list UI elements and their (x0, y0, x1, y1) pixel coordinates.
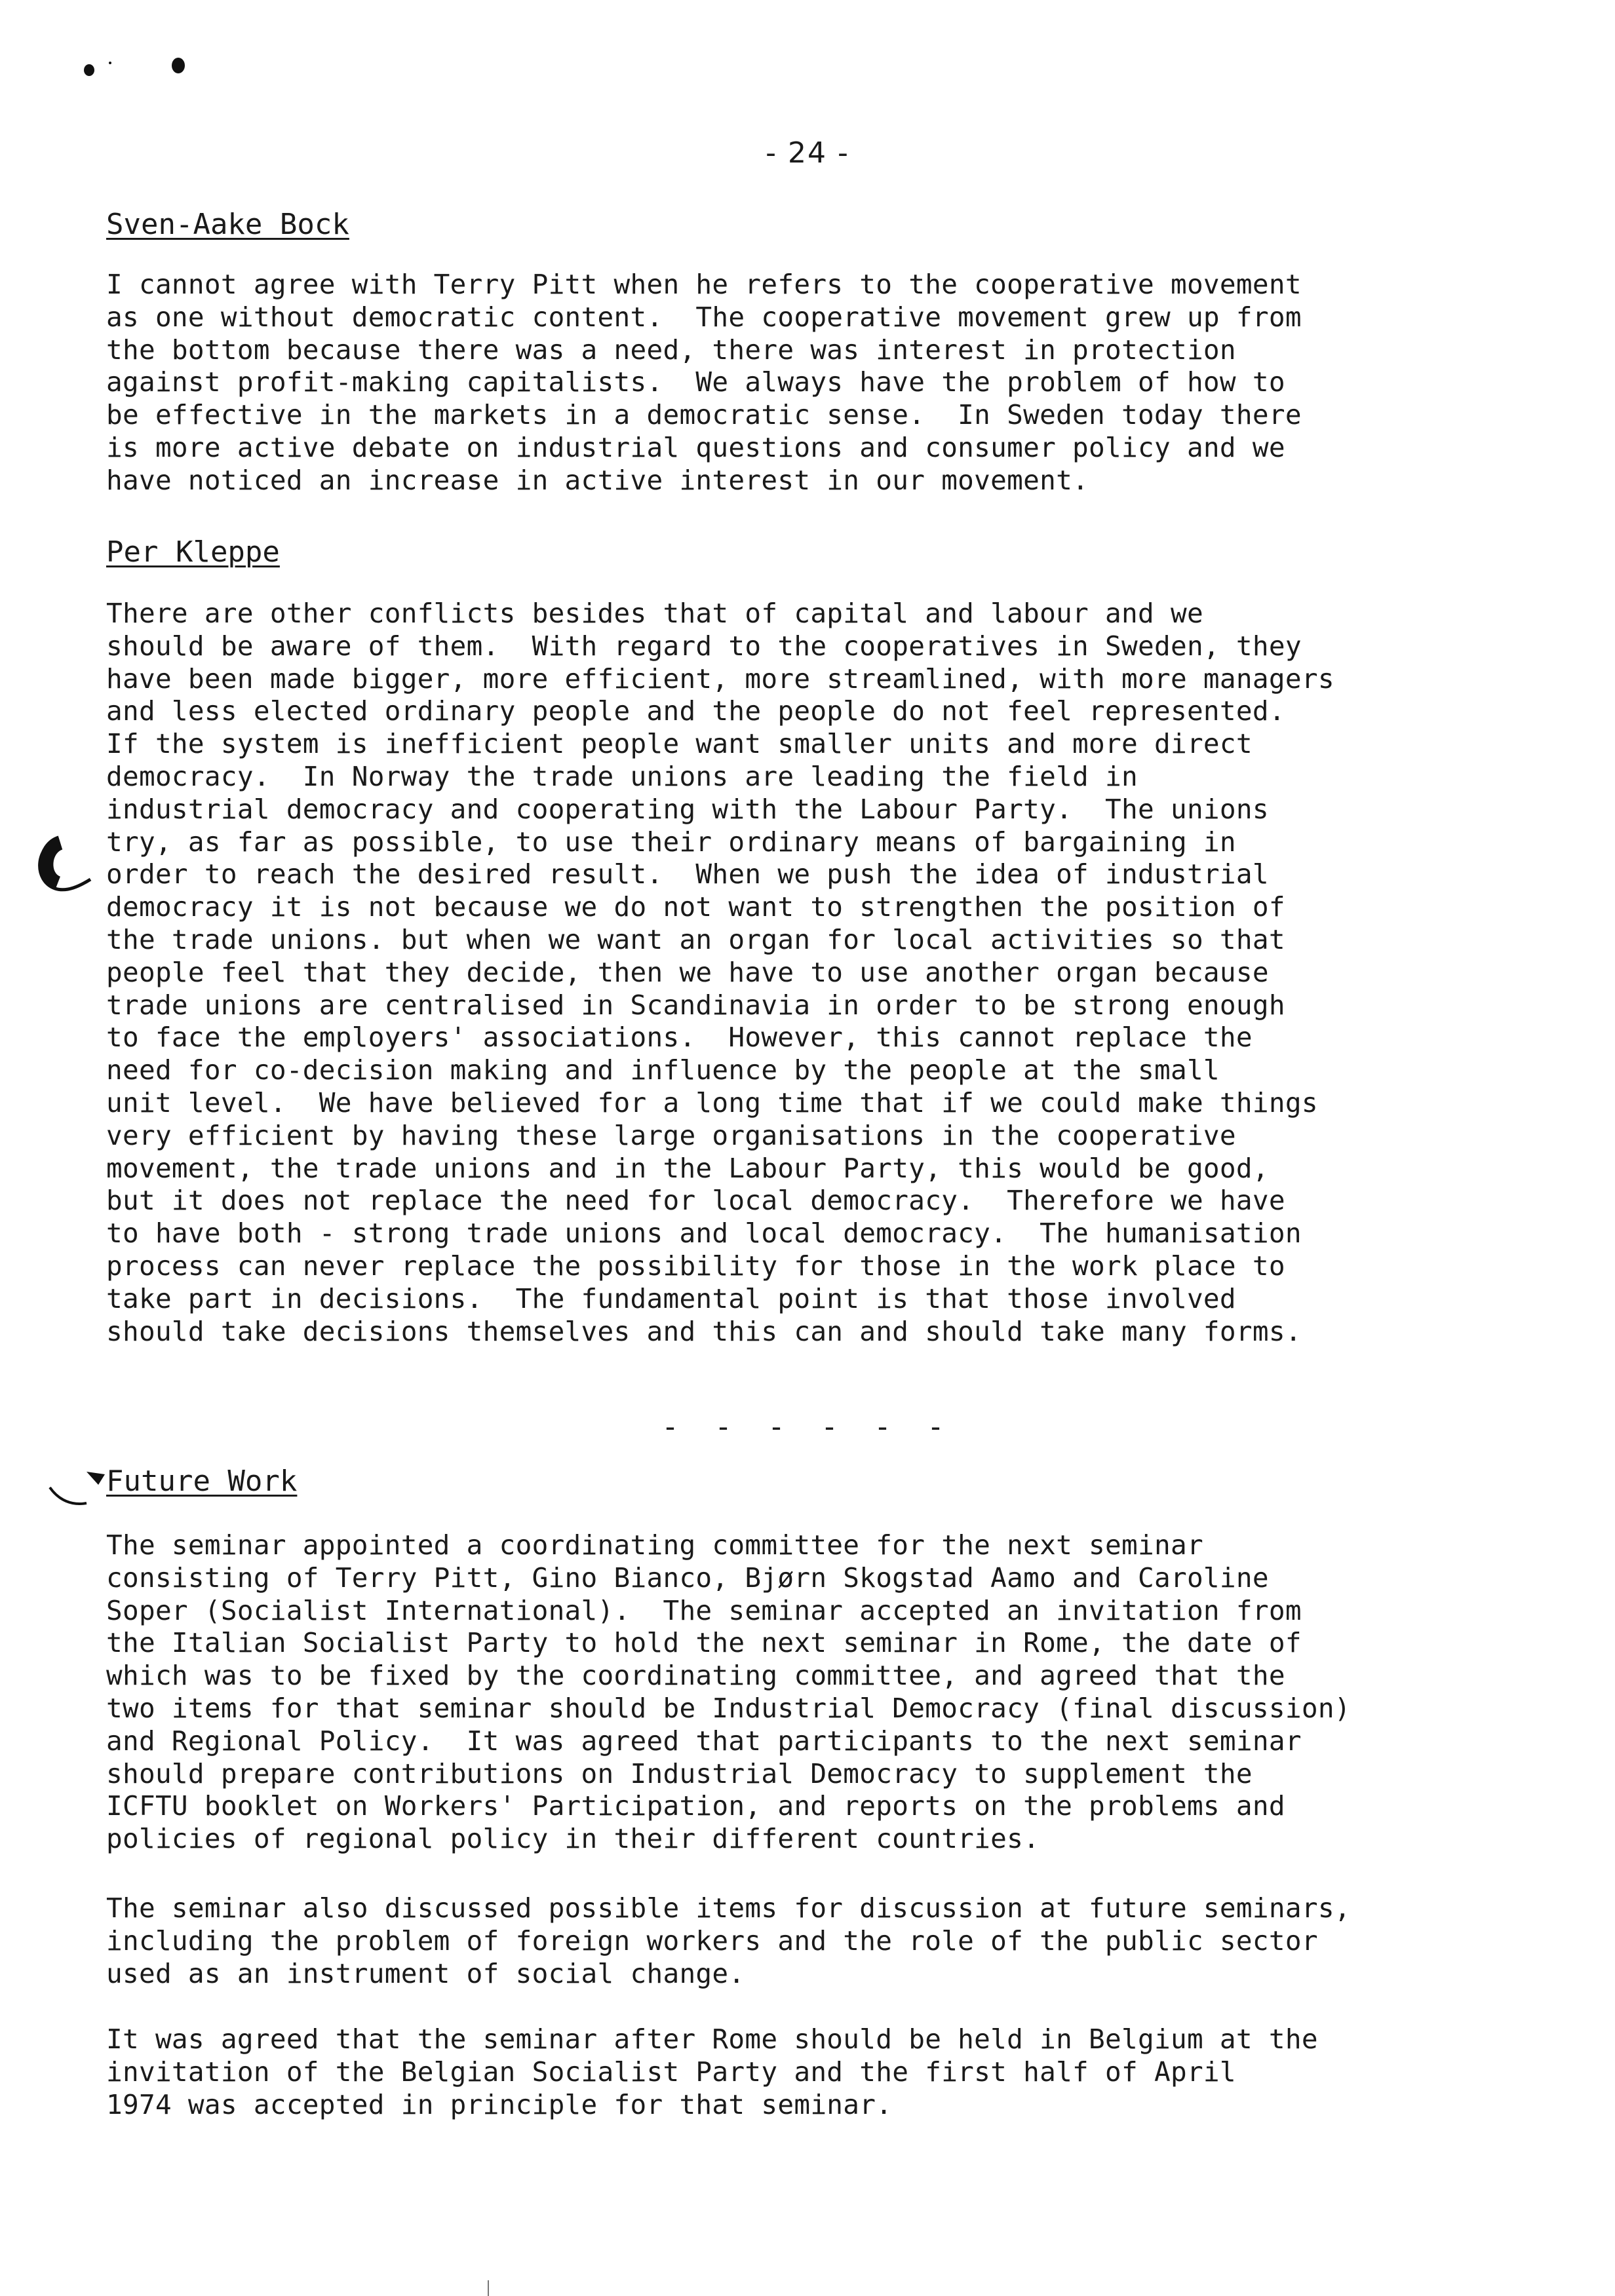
section-heading: Per Kleppe (106, 535, 280, 569)
ink-speck (109, 62, 111, 64)
ink-speck (84, 64, 94, 76)
paragraph-block (106, 269, 1561, 497)
margin-bracket-mark (28, 833, 113, 906)
paragraph: The seminar also discussed possible items for discussion at future seminars, including the problem of foreign workers and the role of the public sector used as an instrument of social change. (106, 1892, 1351, 1989)
paragraph-block (106, 1529, 1561, 1856)
paragraph-block (106, 598, 1561, 1348)
paragraph: The seminar appointed a coordinating committee for the next seminar consisting of Terry Pitt, Gino Bianco, Bjørn Skogstad Aamo and Caroline Soper (Socialist International). The seminar accepted an invitation from the Italian Socialist Party to hold the next seminar in Rome, the date of which was to be fixed by the coordinating committee, and agreed that the two items for that seminar should be Industrial Democracy (final discussion) and Regional Policy. It was agreed that participants to the next seminar should prepare contributions on Industrial Democracy to supplement the ICFTU booklet on Workers' Participation, and reports on the problems and policies of regional policy in their different countries. (106, 1529, 1351, 1855)
section-separator: - - - - - - (661, 1410, 954, 1444)
ink-speck (172, 58, 185, 73)
section-heading: Future Work (106, 1464, 298, 1498)
page-number: - 24 - (766, 136, 849, 170)
paragraph-block (106, 1892, 1561, 1990)
paragraph: I cannot agree with Terry Pitt when he refers to the cooperative movement as one without democratic content. The cooperative movement grew up from the bottom because there was a need, there was interest in protection against profit-making capitalists. We always have the problem of how to be effective in the markets in a democratic sense. In Sweden today there is more active debate on industrial questions and consumer policy and we have noticed an increase in active interest in our movement. (106, 269, 1302, 496)
section-future-work (106, 1465, 1561, 1498)
scan-artifact-line (488, 2280, 489, 2296)
paragraph: There are other conflicts besides that of capital and labour and we should be aware of them. With regard to the cooperatives in Sweden, they have been made bigger, more efficient, more streamlined, with more managers and less elected ordinary people and the people do not feel represented. If the system is inefficient people want smaller units and more direct democracy. In Norway the trade unions are leading the field in industrial democracy and cooperating with the Labour Party. The unions try, as far as possible, to use their ordinary means of bargaining in order to reach the desired result. When we push the idea of industrial democracy it is not because we do not want to strengthen the position of the trade unions. but when we want an organ for local activities so that people feel that they decide, then we have to use another organ because trade unions are centralised in Scandinavia in order to be strong enough to face the employers' associations. However, this cannot replace the need for co-decision making and influence by the people at the small unit level. We have believed for a long time that if we could make things very efficient by having these large organisations in the cooperative movement, the trade unions and in the Labour Party, this would be good, but it does not replace the need for local democracy. Therefore we have to have both - strong trade unions and local democracy. The humanisation process can never replace the possibility for those in the work place to take part in decisions. The fundamental point is that those involved should take decisions themselves and this can and should take many forms. (106, 598, 1334, 1347)
section-sven-aake-bock (106, 208, 1561, 241)
paragraph: It was agreed that the seminar after Rome should be held in Belgium at the invitation of the Belgian Socialist Party and the first half of April 1974 was accepted in principle for that seminar. (106, 2023, 1318, 2120)
section-heading: Sven-Aake Bock (106, 208, 349, 241)
section-per-kleppe (106, 536, 1561, 569)
paragraph-block (106, 2023, 1561, 2121)
